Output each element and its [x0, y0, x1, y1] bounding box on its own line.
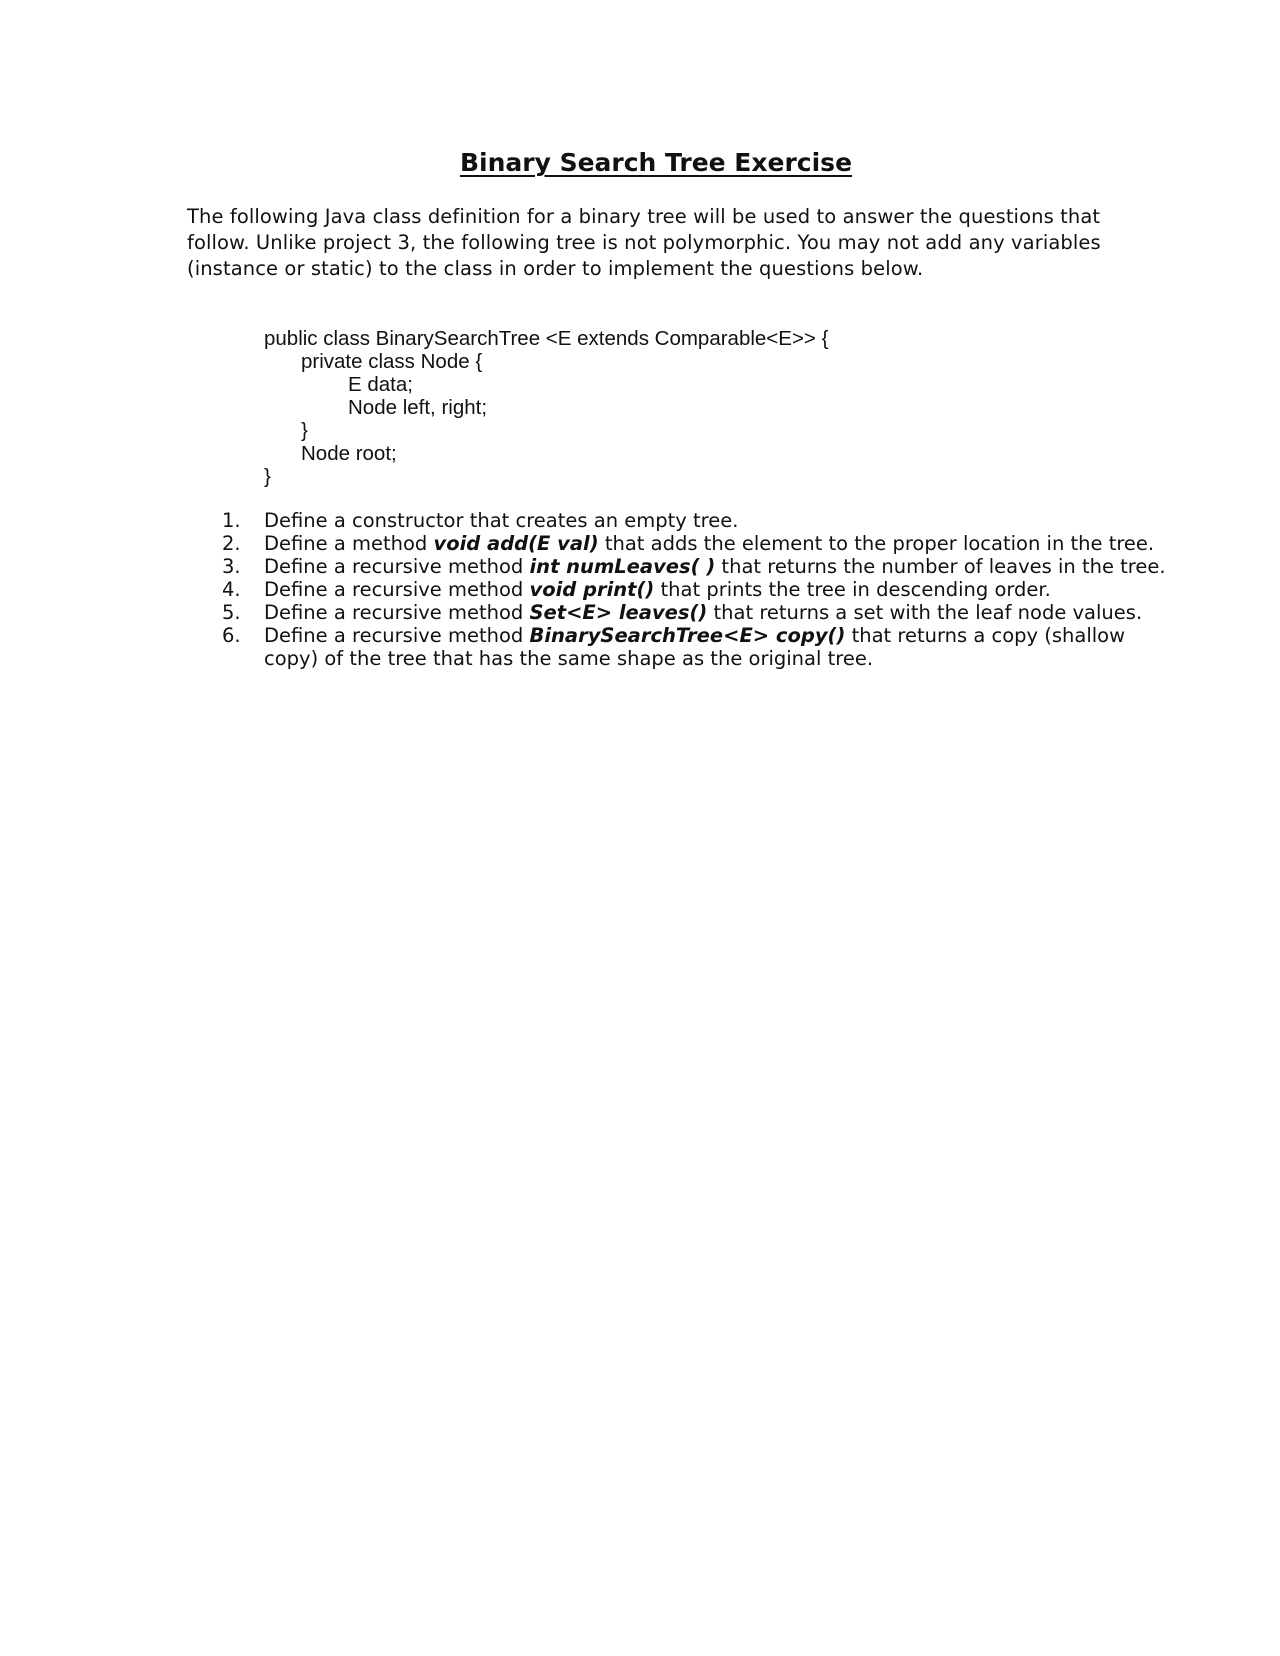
question-item: [222, 555, 1166, 578]
question-list: [222, 509, 1166, 670]
question-number: 3.: [222, 555, 241, 578]
question-text: that returns the number of leaves in the tree.: [715, 555, 1166, 578]
question-text: Define a recursive method: [264, 555, 530, 578]
code-line: public class BinarySearchTree <E extends Comparable<E>> {: [264, 327, 829, 350]
question-text: Define a method: [264, 532, 434, 555]
question-text: that adds the element to the proper location in the tree.: [598, 532, 1155, 555]
intro-line: follow. Unlike project 3, the following tree is not polymorphic. You may not add any variables: [187, 231, 1101, 254]
code-line: Node left, right;: [348, 396, 488, 419]
question-number: 4.: [222, 578, 241, 601]
question-text: that returns a copy (shallow: [845, 624, 1126, 647]
method-signature: int numLeaves( ): [529, 555, 716, 578]
method-signature: Set<E> leaves(): [529, 601, 708, 624]
method-signature: void add(E val): [433, 532, 599, 555]
code-line: }: [301, 419, 308, 442]
code-block: [264, 327, 828, 488]
question-number: 5.: [222, 601, 241, 624]
question-item: [222, 509, 1164, 532]
question-item: [222, 532, 1164, 555]
question-item: [222, 601, 1164, 624]
intro-line: (instance or static) to the class in order to implement the questions below.: [187, 257, 924, 280]
method-signature: BinarySearchTree<E> copy(): [529, 624, 846, 647]
question-text: Define a constructor that creates an empty tree.: [264, 509, 739, 532]
question-text: Define a recursive method: [264, 624, 530, 647]
question-text: Define a recursive method: [264, 601, 530, 624]
code-line: }: [264, 465, 271, 488]
question-text: that returns a set with the leaf node values.: [707, 601, 1143, 624]
question-number: 1.: [222, 509, 241, 532]
method-signature: void print(): [529, 578, 655, 601]
code-line: E data;: [348, 373, 413, 396]
question-item: [222, 578, 1164, 601]
page-title: Binary Search Tree Exercise: [459, 148, 853, 177]
question-text: Define a recursive method: [264, 578, 530, 601]
intro-line: The following Java class definition for a binary tree will be used to answer the questions that: [187, 205, 1101, 228]
question-item: [222, 624, 1164, 670]
question-number: 2.: [222, 532, 241, 555]
code-line: private class Node {: [301, 350, 483, 373]
question-text: that prints the tree in descending order.: [654, 578, 1051, 601]
code-line: Node root;: [301, 442, 397, 465]
question-text-continued: copy) of the tree that has the same shape as the original tree.: [264, 647, 874, 670]
question-number: 6.: [222, 624, 241, 647]
intro-paragraph: [187, 204, 1127, 282]
